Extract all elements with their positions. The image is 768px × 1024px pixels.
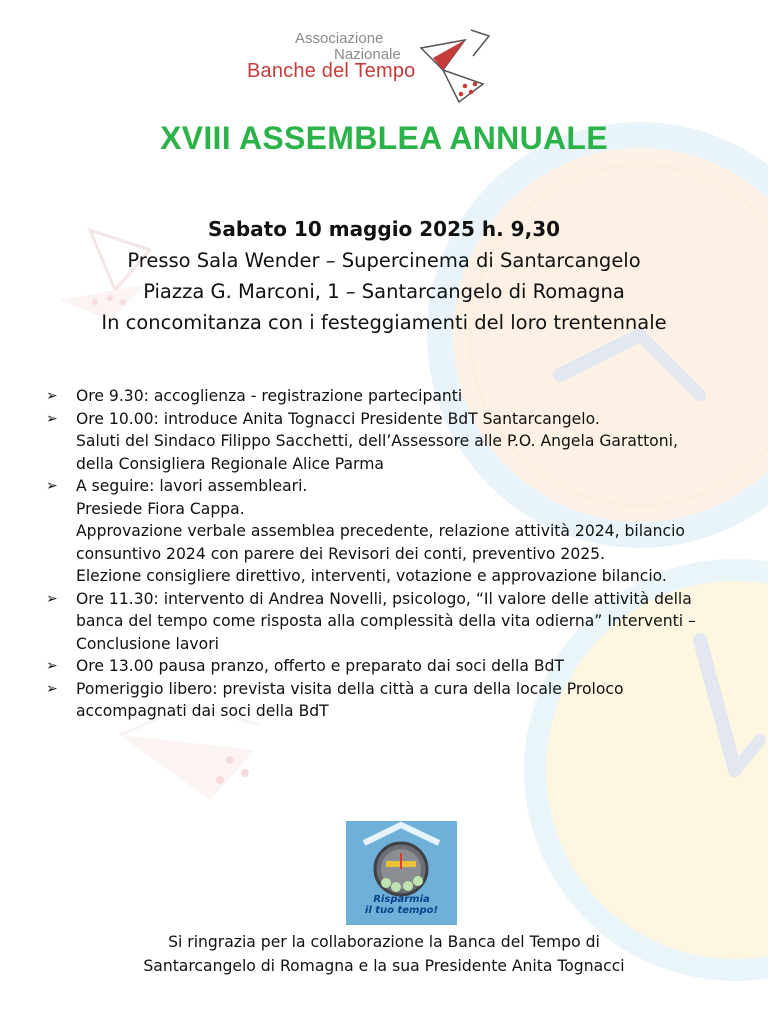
badge-slogan xyxy=(346,894,457,916)
event-note: In concomitanza con i festeggiamenti del loro trentennale xyxy=(101,311,667,334)
page-title: XVIII ASSEMBLEA ANNUALE xyxy=(160,120,608,156)
arrow-bullet-icon: ➢ xyxy=(46,388,58,404)
badge-slogan-line2: il tuo tempo! xyxy=(364,905,439,916)
program-item-line: Presiede Fiora Cappa. xyxy=(76,499,245,518)
logo-text-associazione: Associazione xyxy=(295,30,384,47)
program-item-line: banca del tempo come risposta alla complessità della vita odierna” Interventi – xyxy=(76,612,696,630)
program-item-line: Saluti del Sindaco Filippo Sacchetti, dell’Assessore alle P.O. Angela Garattoni, xyxy=(76,432,678,450)
program-item xyxy=(46,475,746,588)
event-date: Sabato 10 maggio 2025 h. 9,30 xyxy=(207,217,561,241)
hourglass-logo-icon xyxy=(413,26,493,106)
arrow-bullet-icon: ➢ xyxy=(46,658,58,674)
badge-slogan-line1: Risparmia xyxy=(373,894,430,905)
association-logo xyxy=(243,26,523,106)
arrow-bullet-icon: ➢ xyxy=(46,410,58,427)
acknowledgement-line2: Santarcangelo di Romagna e la sua Presidente Anita Tognacci xyxy=(143,957,625,975)
program-item-line: Conclusione lavori xyxy=(76,634,219,653)
event-info xyxy=(0,214,768,338)
program-item-line: Ore 13.00 pausa pranzo, offerto e preparato dai soci della BdT xyxy=(76,657,564,675)
arrow-bullet-icon: ➢ xyxy=(46,680,58,697)
program-item-line: Ore 10.00: introduce Anita Tognacci Presidente BdT Santarcangelo. xyxy=(76,409,600,428)
program-item-line: accompagnati dai soci della BdT xyxy=(76,702,329,720)
event-venue: Presso Sala Wender – Supercinema di Santarcangelo xyxy=(127,249,641,272)
program-item-line: Ore 9.30: accoglienza - registrazione partecipanti xyxy=(76,387,463,405)
arrow-bullet-icon: ➢ xyxy=(46,478,58,494)
program-item xyxy=(46,588,746,656)
program-item-line: consuntivo 2024 con parere dei Revisori dei conti, preventivo 2025. xyxy=(76,544,606,563)
program-item-line: A seguire: lavori assembleari. xyxy=(76,477,308,495)
acknowledgement-line1: Si ringrazia per la collaborazione la Banca del Tempo di xyxy=(168,933,600,951)
logo-text-nazionale: Nazionale xyxy=(334,46,401,63)
program-item-line: Elezione consigliere direttivo, interventi, votazione e approvazione bilancio. xyxy=(76,567,667,585)
program-item-line: della Consigliera Regionale Alice Parma xyxy=(76,454,384,473)
program-item-line: Pomeriggio libero: prevista visita della città a cura della locale Proloco xyxy=(76,679,624,698)
program-item-line: Approvazione verbale assemblea precedente, relazione attività 2024, bilancio xyxy=(76,522,685,540)
program-item xyxy=(46,678,746,723)
program-item xyxy=(46,408,746,476)
arrow-bullet-icon: ➢ xyxy=(46,590,58,607)
event-address: Piazza G. Marconi, 1 – Santarcangelo di Romagna xyxy=(143,280,625,303)
program-item xyxy=(46,385,746,408)
program-item-line: Ore 11.30: intervento di Andrea Novelli, psicologo, “Il valore delle attività della xyxy=(76,589,692,608)
program-list xyxy=(46,385,746,723)
clock-badge-icon xyxy=(346,821,457,925)
acknowledgement xyxy=(0,930,768,978)
logo-text-banche-del-tempo: Banche del Tempo xyxy=(247,60,416,82)
program-item xyxy=(46,655,746,678)
